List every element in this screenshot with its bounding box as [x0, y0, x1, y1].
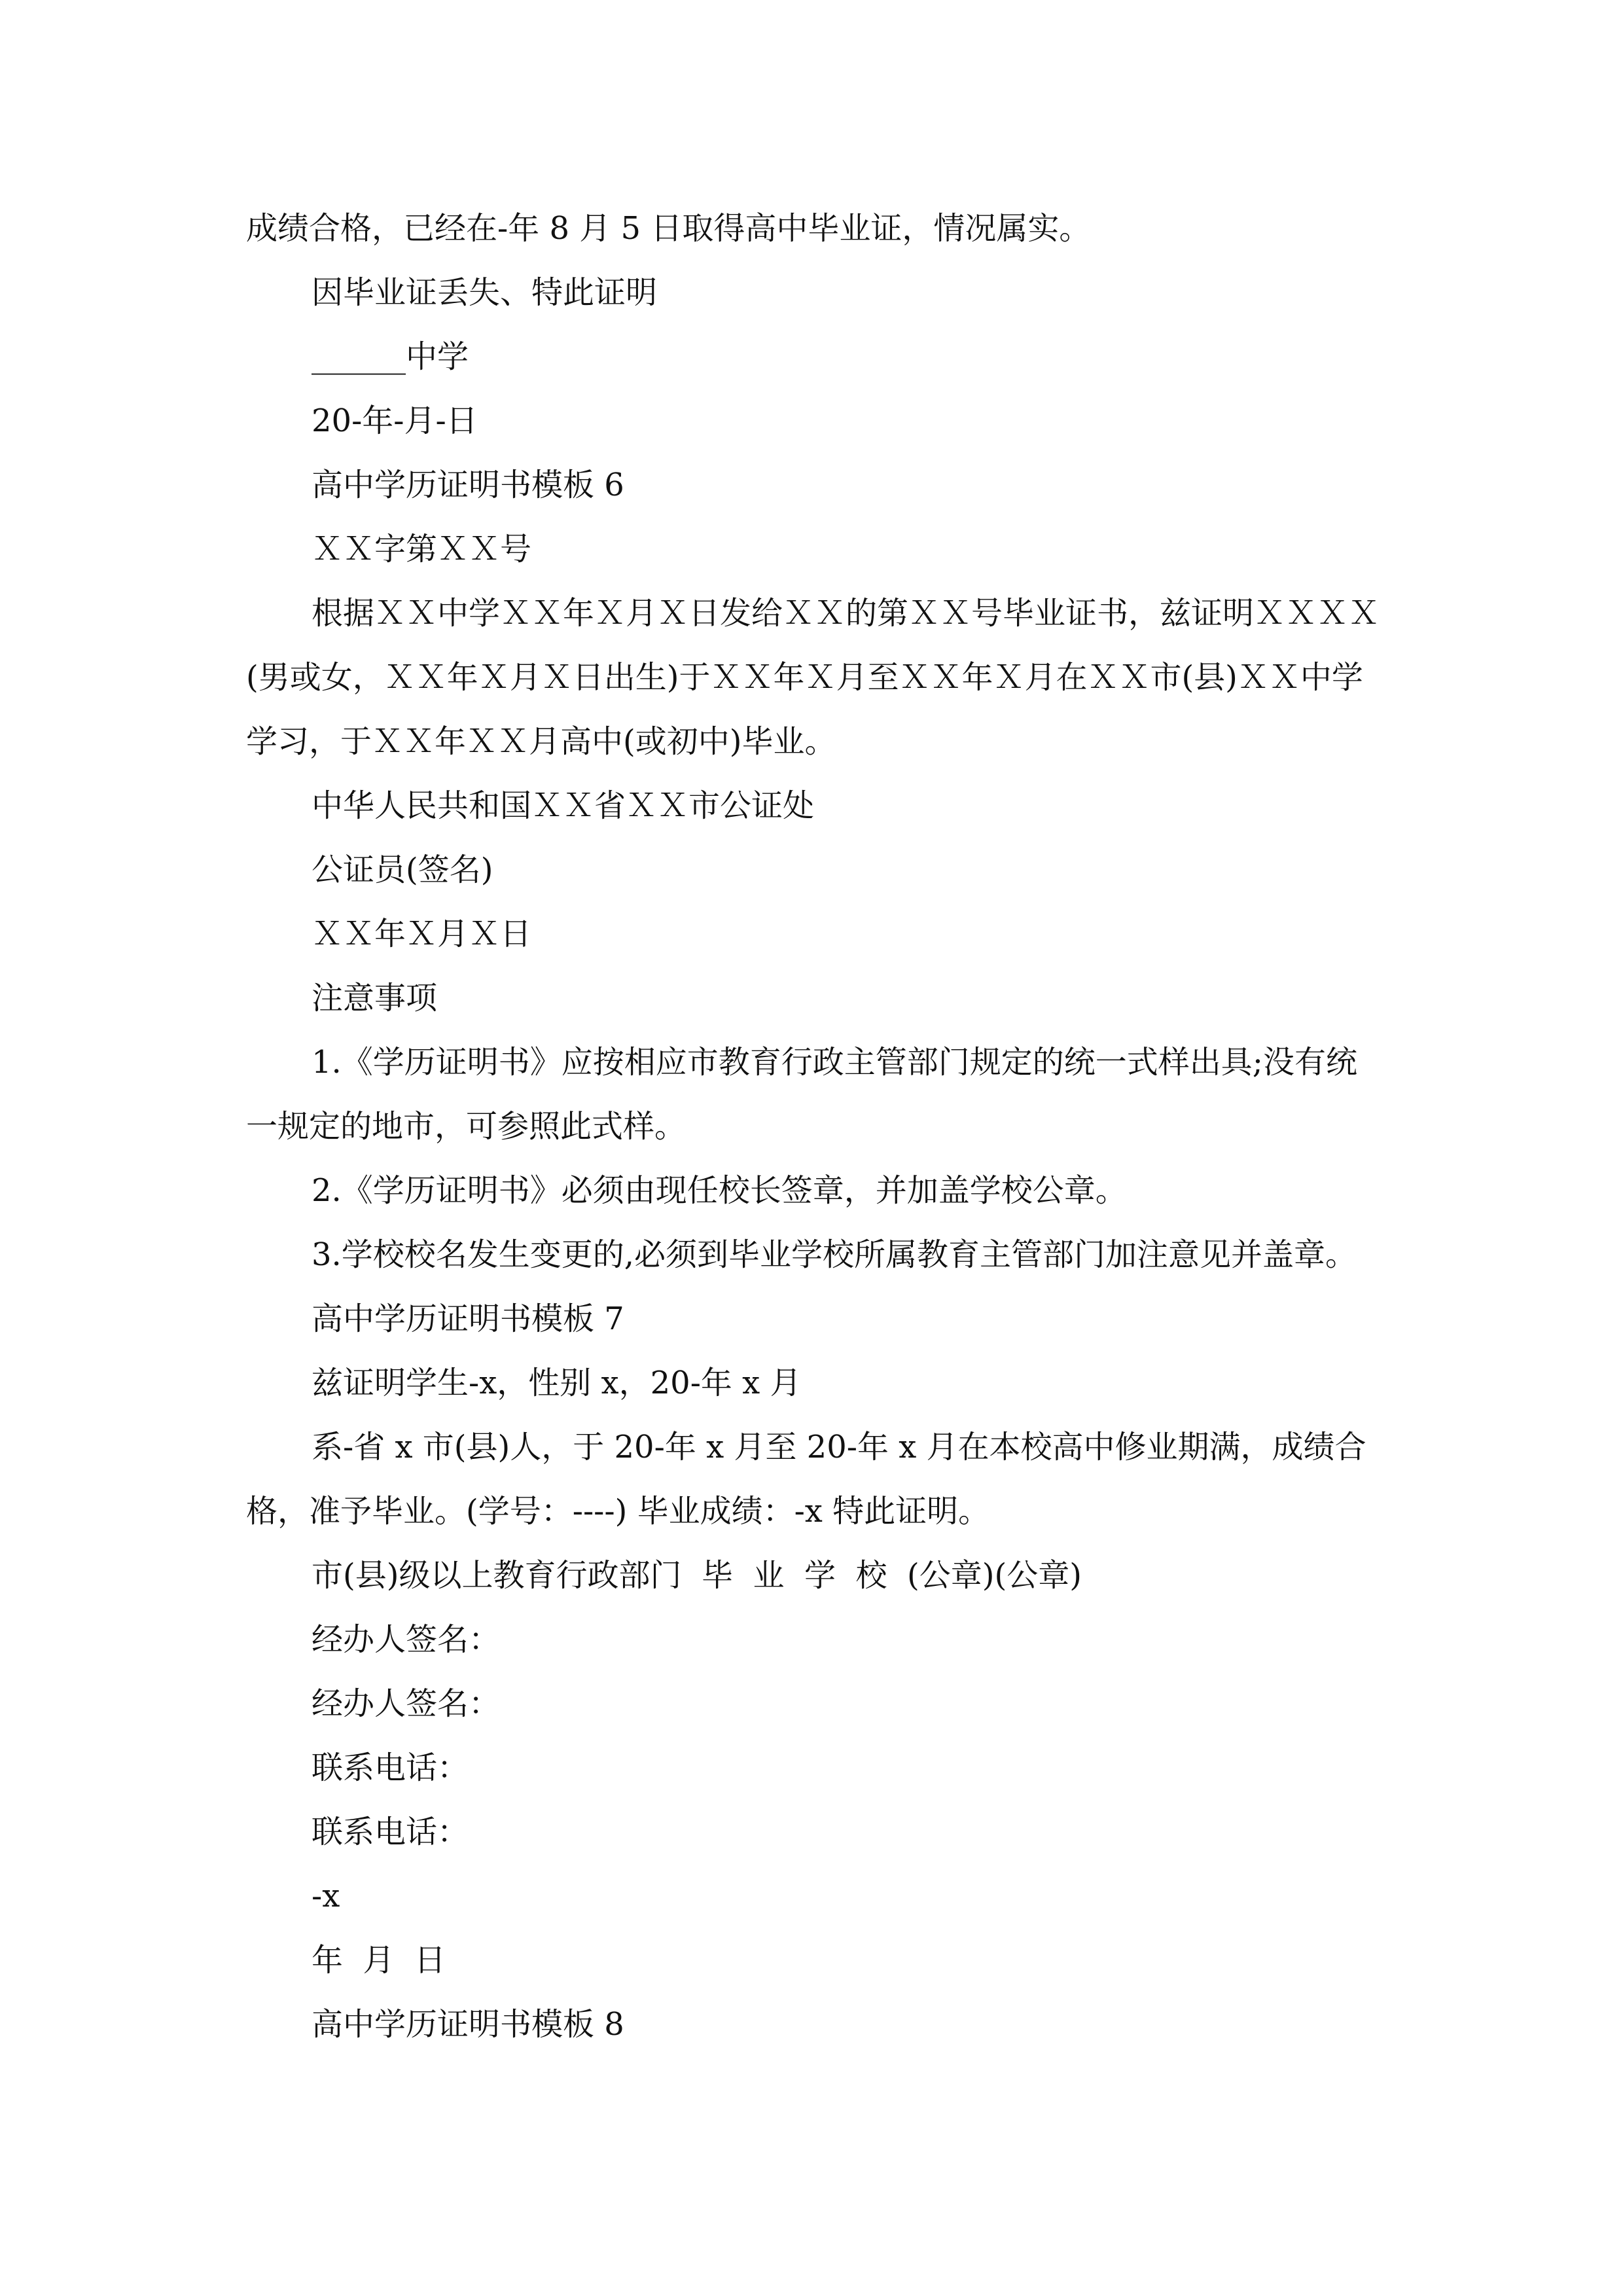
paragraph-study-period: 系-省 x 市(县)人，于 20-年 x 月至 20-年 x 月在本校高中修业期满，成绩合格，准予毕业。(学号：----) 毕业成绩：-x 特此证明。	[246, 1429, 1366, 1530]
paragraph-note-2: 2.《学历证明书》必须由现任校长签章，并加盖学校公章。	[312, 1172, 1127, 1209]
paragraph-notary-date: ＸＸ年Ｘ月Ｘ日	[312, 916, 532, 952]
paragraph-handler-signature-2: 经办人签名：	[312, 1685, 501, 1722]
paragraph-notary-office: 中华人民共和国ＸＸ省ＸＸ市公证处	[312, 787, 815, 824]
section-heading-template-6: 高中学历证明书模板 6	[312, 467, 624, 503]
paragraph-handler-signature-1: 经办人签名：	[312, 1621, 501, 1658]
paragraph-school-name: ______中学	[312, 338, 469, 375]
section-heading-template-8: 高中学历证明书模板 8	[312, 2006, 624, 2043]
paragraph-note-1: 1.《学历证明书》应按相应市教育行政主管部门规定的统一式样出具;没有统一规定的地市，可参照此式样。	[246, 1044, 1357, 1145]
paragraph-student-info: 兹证明学生-x，性别 x，20-年 x 月	[312, 1365, 802, 1401]
document-body	[246, 196, 1382, 2056]
paragraph-contact-phone-2: 联系电话：	[312, 1814, 469, 1850]
paragraph-lost-certificate: 因毕业证丢失、特此证明	[312, 274, 658, 311]
section-heading-template-7: 高中学历证明书模板 7	[312, 1300, 624, 1337]
paragraph-notary-signature: 公证员(签名)	[312, 852, 493, 888]
paragraph-seal-line: 市(县)级以上教育行政部门 毕 业 学 校 (公章)(公章)	[312, 1557, 1082, 1594]
paragraph-contact-phone-1: 联系电话：	[312, 1749, 469, 1786]
paragraph-date-blank: 年 月 日	[312, 1942, 446, 1979]
paragraph-placeholder-x: -x	[312, 1878, 340, 1914]
paragraph-date: 20-年-月-日	[312, 403, 478, 439]
paragraph-certification-body: 根据ＸＸ中学ＸＸ年Ｘ月Ｘ日发给ＸＸ的第ＸＸ号毕业证书，兹证明ＸＸＸＸ(男或女，ＸＸ年Ｘ月Ｘ日出生)于ＸＸ年Ｘ月至ＸＸ年Ｘ月在ＸＸ市(县)ＸＸ中学学习，于ＸＸ年ＸＸ月高中(或初中)毕业。	[246, 595, 1380, 760]
paragraph-note-3: 3.学校校名发生变更的,必须到毕业学校所属教育主管部门加注意见并盖章。	[312, 1236, 1357, 1273]
paragraph-graduation-result: 成绩合格，已经在-年 8 月 5 日取得高中毕业证，情况属实。	[246, 210, 1091, 247]
paragraph-document-number: ＸＸ字第ＸＸ号	[312, 531, 532, 567]
paragraph-notes-heading: 注意事项	[312, 980, 438, 1016]
